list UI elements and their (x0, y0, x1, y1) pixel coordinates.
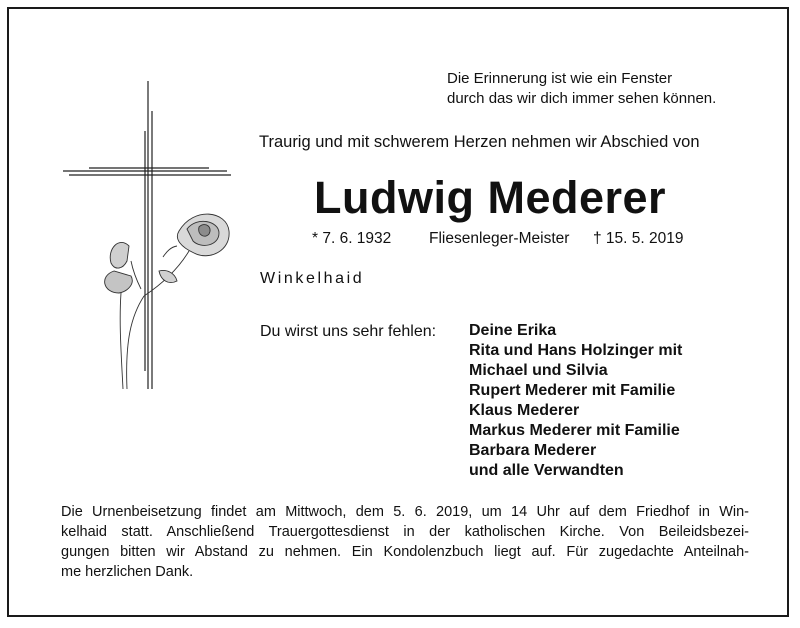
quote-line-1: Die Erinnerung ist wie ein Fenster (447, 70, 673, 87)
mourner-item: Rupert Mederer mit Familie (469, 382, 676, 399)
mourner-item: Klaus Mederer (469, 402, 580, 419)
birth-date: * 7. 6. 1932 (312, 230, 392, 247)
notice-line: gungen bitten wir Abstand zu nehmen. Ein Kondolenzbuch liegt auf. Für zugedachte Anteilnah- (61, 544, 749, 560)
farewell-intro: Traurig und mit schwerem Herzen nehmen wir Abschied von (259, 133, 700, 151)
rose-icon (105, 214, 229, 389)
notice-line: kelhaid statt. Anschließend Trauergottesdienst in der katholischen Kirche. Von Beileidsbezei- (61, 524, 749, 540)
hometown: Winkelhaid (260, 270, 365, 287)
notice-line: me herzlichen Dank. (61, 564, 194, 580)
cross-and-rose-illustration (59, 71, 239, 391)
death-date: † 15. 5. 2019 (593, 230, 684, 247)
notice-line: Die Urnenbeisetzung findet am Mittwoch, dem 5. 6. 2019, um 14 Uhr auf dem Friedhof in Win- (61, 504, 749, 520)
mourner-item: Rita und Hans Holzinger mit (469, 342, 683, 359)
profession: Fliesenleger-Meister (429, 230, 570, 247)
mourners-list (469, 321, 682, 481)
mourner-item: und alle Verwandten (469, 462, 624, 479)
memorial-quote (447, 69, 747, 109)
mourner-item: Michael und Silvia (469, 362, 608, 379)
funeral-notice (61, 502, 749, 582)
mourner-item: Barbara Mederer (469, 442, 597, 459)
obituary-card (7, 7, 789, 617)
mourner-item: Markus Mederer mit Familie (469, 422, 680, 439)
missing-you-label: Du wirst uns sehr fehlen: (260, 323, 437, 340)
quote-line-2: durch das wir dich immer sehen können. (447, 90, 717, 107)
deceased-name: Ludwig Mederer (314, 172, 667, 223)
mourner-item: Deine Erika (469, 322, 557, 339)
